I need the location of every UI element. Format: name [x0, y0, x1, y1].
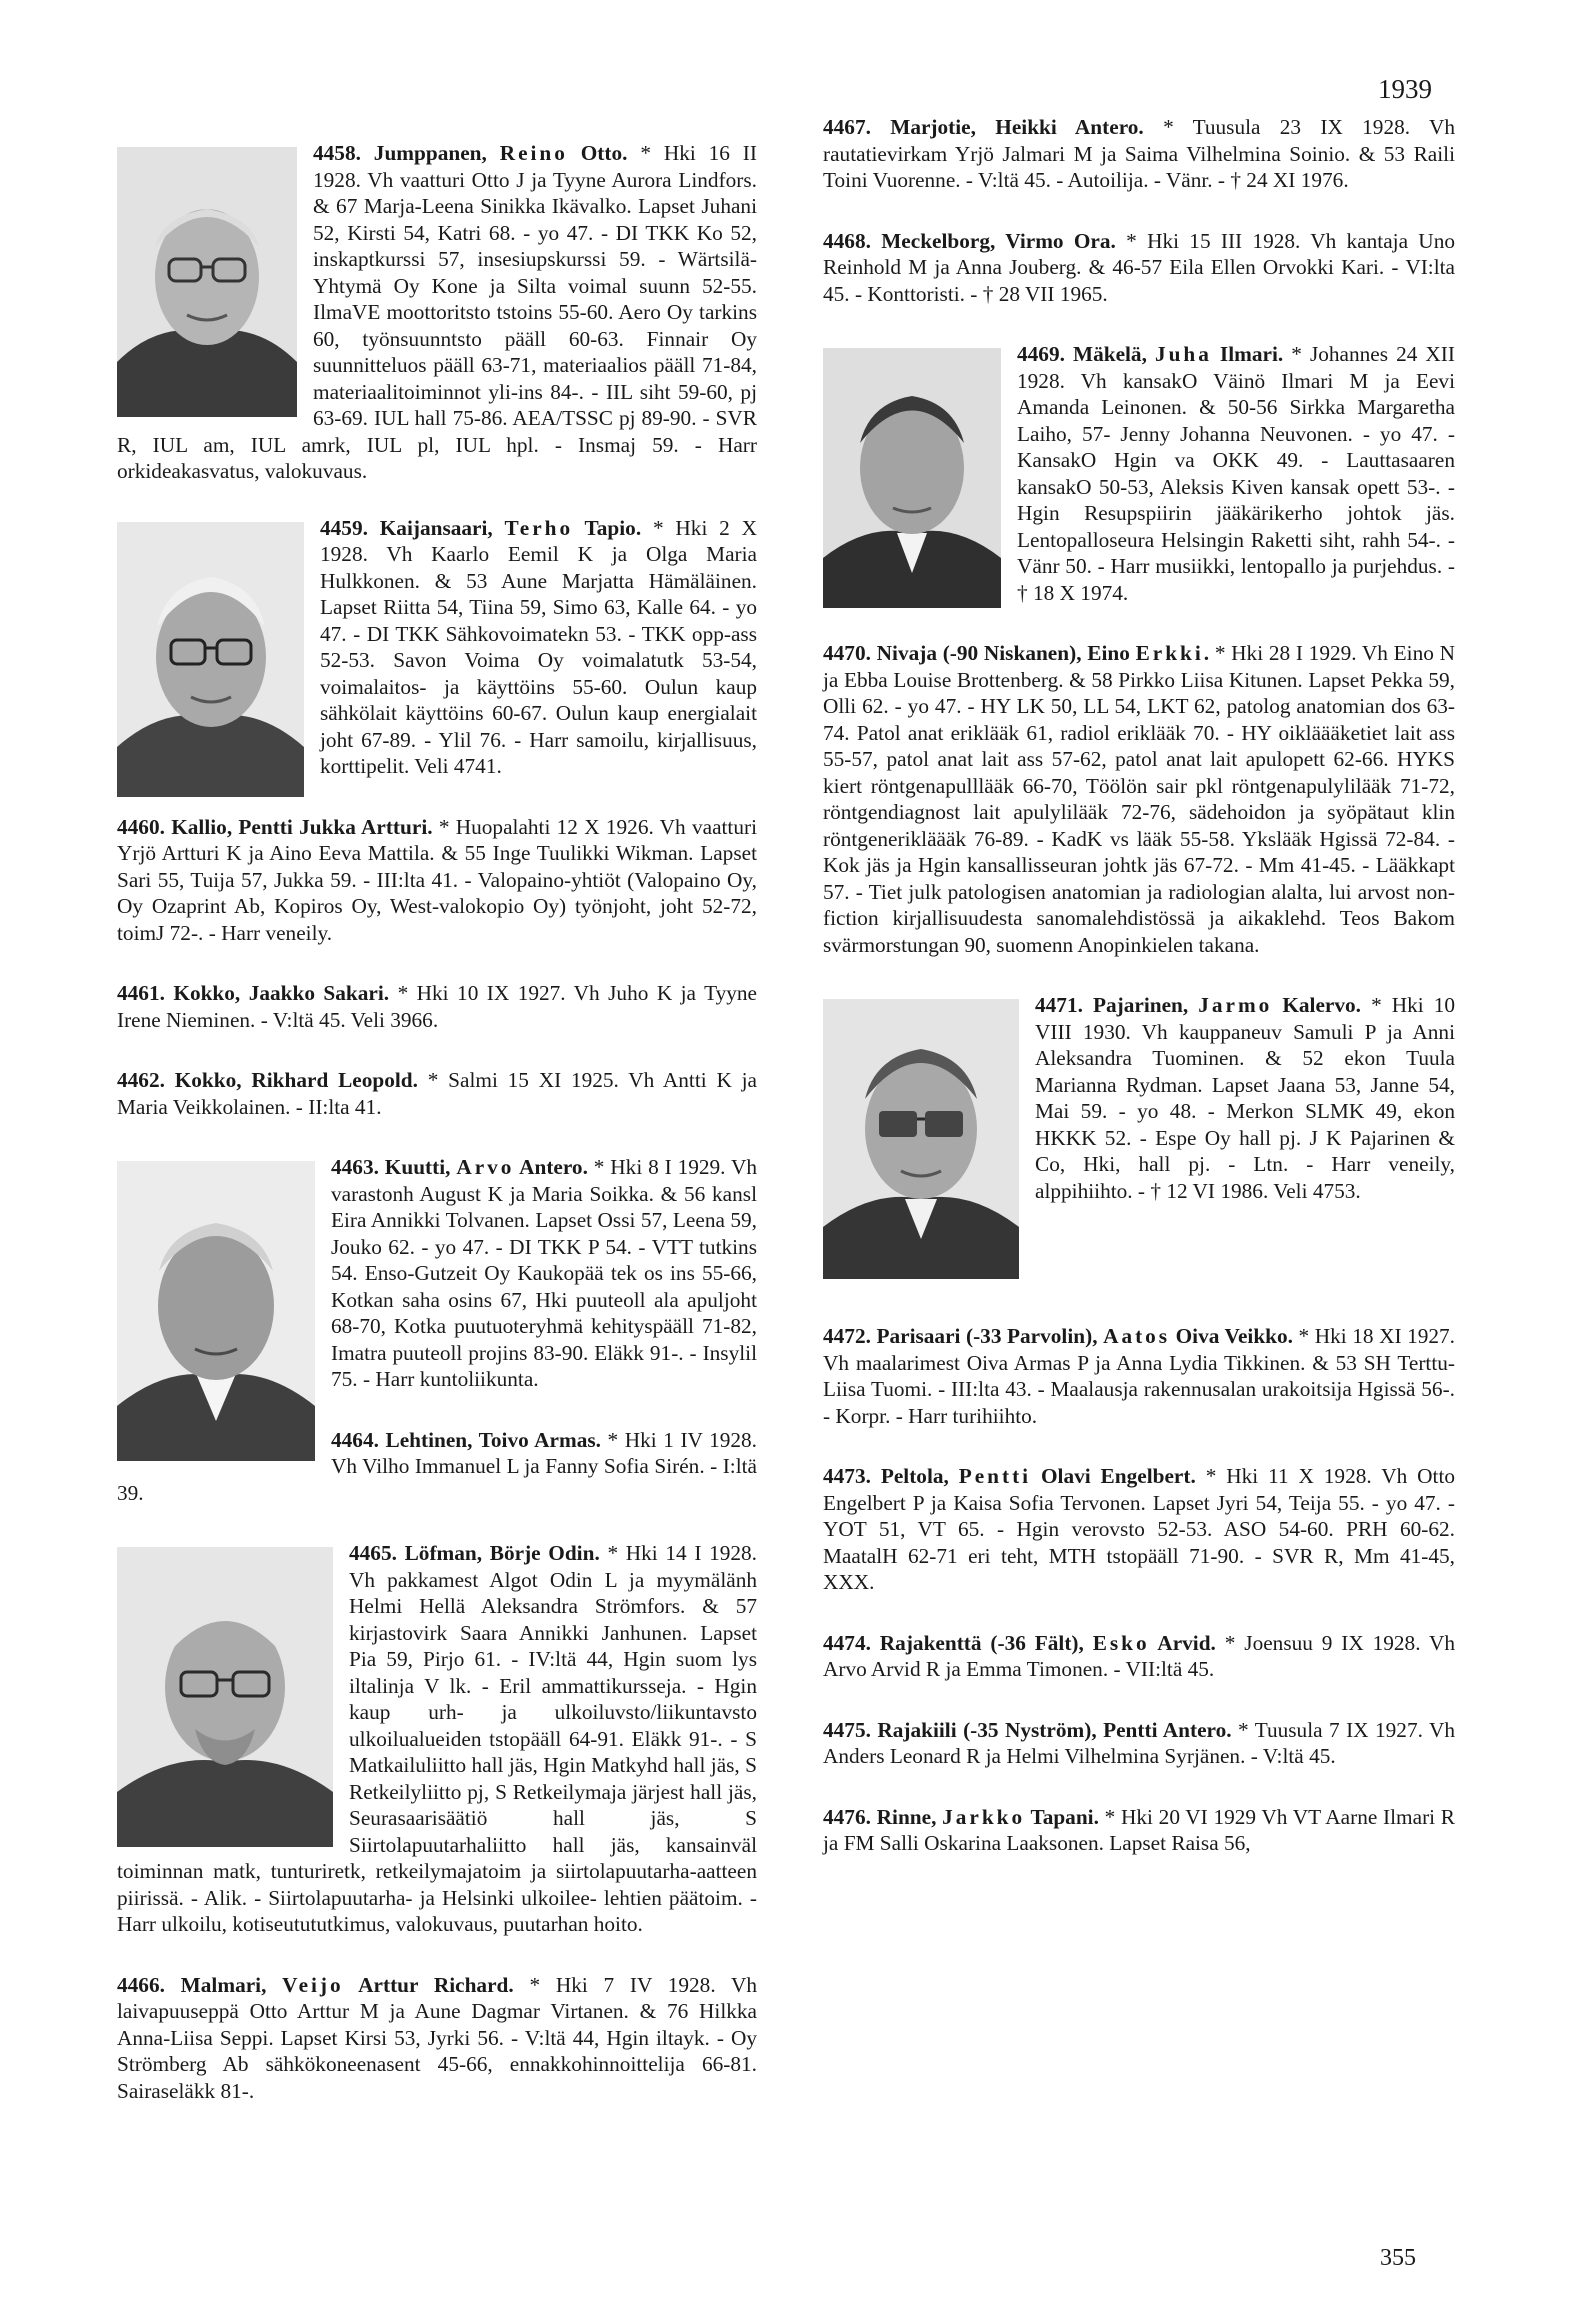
- entry-name: Kokko, Rikhard Leopold.: [174, 1068, 418, 1092]
- entry-name-rest: .: [1203, 641, 1210, 665]
- entry-name-given: Reino: [499, 141, 568, 165]
- portrait-photo-4463: [117, 1161, 315, 1461]
- entry-name-rest: Ilmari.: [1211, 342, 1284, 366]
- entry-4475: [823, 1717, 1455, 1770]
- entry-4470-text: [823, 640, 1455, 958]
- entry-number: 4463.: [331, 1155, 379, 1179]
- entry-number: 4467.: [823, 115, 871, 139]
- entry-name: Kaijansaari,: [379, 515, 505, 540]
- entry-4459: [117, 515, 757, 780]
- entry-4468: [823, 228, 1455, 308]
- entry-4472-text: [823, 1323, 1455, 1429]
- entry-body: * Hki 2 X 1928. Vh Kaarlo Eemil K ja Olga Maria Hulkkonen. & 53 Aune Marjatta Hämäläinen. Lapset Riitta 54, Tiina 59, Simo 63, Kalle 64. - yo 47. - DI TKK Sähkovoimatekn 53. - TKK opp-ass 52-53. Savon Voima Oy voimalatutk 53-54, voimalaitos- ja käyttöins 55-60. Oulun kaup sähkölait käyttöins 60-67. Oulun kaup energialait joht 67-89. - Ylil 76. - Harr samoilu, kirjallisuus, korttipelit. Veli 4741.: [320, 515, 757, 778]
- entry-body: * Hki 7 IV 1928. Vh laivapuuseppä Otto Arttur M ja Aune Dagmar Virtanen. & 76 Hilkka Anna-Liisa Seppi. Lapset Kirsi 53, Jyrki 56. - V:ltä 44, Hgin iltayk. - Oy Strömberg Ab sähkökoneenasent 45-66, ennakkohinnoittelija 66-81. Sairaseläkk 81-.: [117, 1972, 758, 2103]
- entry-name-rest: Antero.: [514, 1155, 588, 1179]
- left-column: [117, 140, 757, 2104]
- entry-number: 4475.: [823, 1717, 871, 1742]
- entry-name-rest: Olavi Engelbert.: [1031, 1464, 1196, 1488]
- entry-4466: [117, 1972, 757, 2105]
- entry-number: 4472.: [823, 1324, 871, 1348]
- entry-number: 4458.: [313, 141, 361, 165]
- entry-body: * Hki 28 I 1929. Vh Eino N ja Ebba Louise Brottenberg. & 58 Pirkko Liisa Kitunen. Lapset Pekka 59, Olli 62. - yo 47. - HY LK 50, LL 54, LKT 62, patolog anatomian dos 63-74. Patol anat eriklääk 61, radiol eriklääk 70. - HY oikläääketiet lait ass 55-57, patol anat lait ass 57-62, patol anat lait apulopett 62-66. HYKS kiert röntgenapulllääk 66-70, Töölön sair pkl röntgenapulylilääk 71-72, röntgendiagnost lait apulylilääk 72-76, sädehoidon ja syöpätaut klin röntgenerikläääk 76-89. - KadK vs lääk 55-58. Ykslääk Hgissä 72-84. - Kok jäs ja Hgin kansallisseuran johtk jäs 67-72. - Mm 41-45. - Lääkkapt 57. - Tiet julk patologisen anatomian ja radiologian alalta, lui arvost non-fiction kirjallisuudesta sanomalehdistössä ja aikaklehd. Teos Bakom svärmorstungan 90, suomenn Anopinkielen takana.: [823, 641, 1455, 957]
- entry-name: Jumppanen,: [373, 141, 500, 165]
- entry-4463: [117, 1154, 757, 1393]
- entry-4473-text: [823, 1463, 1455, 1596]
- entry-body: * Hki 8 I 1929. Vh varastonh August K ja Maria Soikka. & 56 kansl Eira Annikki Tolvanen. Lapset Ossi 57, Leena 59, Jouko 62. - yo 47. - DI TKK P 54. - VTT tutkins 54. Enso-Gutzeit Oy Kaukopää tek os ins 55-66, Kotkan saha osins 67, Hki puuteoll ala apuljoht 68-70, Kotka puutuoteryhmä kehityspääll 71-82, Imatra puuteoll projins 83-90. Eläkk 91-. - Insylil 75. - Harr kuntoliikunta.: [331, 1155, 757, 1391]
- entry-name: Rinne,: [876, 1804, 943, 1829]
- entry-number: 4469.: [1017, 342, 1065, 366]
- portrait-photo-4458: [117, 147, 297, 417]
- entry-number: 4468.: [823, 228, 871, 253]
- entry-4475-text: [823, 1717, 1455, 1770]
- entry-body: * Hki 15 III 1928. Vh kantaja Uno Reinhold M ja Anna Jouberg. & 46-57 Eila Ellen Orvokki Kari. - VI:lta 45. - Konttoristi. - † 28 VII 1965.: [823, 228, 1455, 306]
- entry-name-rest: Arttur Richard.: [343, 1972, 514, 1997]
- portrait-photo-4469: [823, 348, 1001, 608]
- entry-4472: [823, 1323, 1455, 1429]
- entry-number: 4466.: [117, 1972, 165, 1997]
- entry-4468-text: [823, 228, 1455, 308]
- entry-body: * Tuusula 23 IX 1928. Vh rautatievirkam Yrjö Jalmari M ja Saima Vilhelmina Soinio. & 53 Raili Toini Vuorenne. - V:ltä 45. - Autoilija. - Vänr. - † 24 XI 1976.: [823, 115, 1456, 192]
- entry-4462-text: [117, 1067, 757, 1120]
- entry-4469: [823, 341, 1455, 606]
- entry-name: Mäkelä,: [1072, 342, 1155, 366]
- entry-number: 4473.: [823, 1464, 871, 1488]
- entry-number: 4471.: [1035, 993, 1083, 1017]
- entry-name-rest: Tapio.: [573, 515, 642, 540]
- entry-body: * Tuusula 7 IX 1927. Vh Anders Leonard R ja Helmi Vilhelmina Syrjänen. - V:ltä 45.: [823, 1717, 1455, 1768]
- entry-number: 4476.: [823, 1804, 871, 1829]
- entry-4460-text: [117, 814, 757, 947]
- entry-name-given: Arvo: [456, 1155, 515, 1179]
- entry-name-given: Jarmo: [1198, 993, 1273, 1017]
- entry-name: Lehtinen, Toivo Armas.: [385, 1427, 601, 1452]
- entry-4476: [823, 1804, 1455, 1857]
- entry-body: * Huopalahti 12 X 1926. Vh vaatturi Yrjö Artturi K ja Aino Eeva Mattila. & 55 Inge Tuulikki Wikman. Lapset Sari 55, Tuija 57, Jukka 59. - III:lta 41. - Valopaino-yhtiöt (Valopaino Oy, Oy Ozaprint Ab, Kopiros Oy, West-valokopio Oy) työnjoht, joht 52-72, toimJ 72-. - Harr veneily.: [117, 814, 758, 945]
- entry-name: Rajakenttä (-36 Fält),: [879, 1630, 1093, 1655]
- entry-name-rest: Otto.: [567, 141, 628, 165]
- entry-name-rest: Arvid.: [1149, 1630, 1216, 1655]
- entry-4467: [823, 114, 1455, 194]
- entry-number: 4461.: [117, 981, 165, 1005]
- portrait-photo-4459: [117, 522, 304, 797]
- entry-body: * Joensuu 9 IX 1928. Vh Arvo Arvid R ja Emma Timonen. - VII:ltä 45.: [823, 1630, 1456, 1681]
- portrait-photo-4471: [823, 999, 1019, 1279]
- entry-body: * Hki 1 IV 1928. Vh Vilho Immanuel L ja Fanny Sofia Sirén. - I:ltä 39.: [117, 1427, 758, 1505]
- entry-name-given: Esko: [1092, 1630, 1150, 1655]
- portrait-photo-4465: [117, 1547, 333, 1847]
- page-year: 1939: [1378, 74, 1432, 104]
- entry-number: 4474.: [823, 1630, 871, 1655]
- entry-4465: [117, 1540, 757, 1938]
- entry-name-rest: Oiva Veikko.: [1170, 1324, 1293, 1348]
- entry-4474: [823, 1630, 1455, 1683]
- entry-name-rest: Kalervo.: [1272, 993, 1362, 1017]
- entry-body: * Hki 14 I 1928. Vh pakkamest Algot Odin L ja myymälänh Helmi Hellä Aleksandra Strömfors. & 57 kirjastovirk Saara Annikki Janhunen. Lapset Pia 59, Pirjo 61. - IV:ltä 44, Hgin suom lys iltalinja V lk. - Eril ammattikursseja. - Hgin kaup urh- ja ulkoiluvsto/liikuntavsto ulkoilualueiden tstopääll 64-91. Eläkk 91-. - S Matkailuliitto hall jäs, Hgin Matkyhd hall jäs, S Retkeilyliitto pj, S Retkeilymaja järjest hall jäs, Seurasaarisäätiö hall jäs, S Siirtolapuutarhaliitto hall jäs, kansainväl toiminnan matk, tunturiretk, retkeilymajatoim ja siirtolapuutarha-aatteen piirissä. - Alik. - Siirtolapuutarha- ja Helsinki ulkoilee- lehtien päätoim. - Harr ulkoilu, kotiseutututkimus, valokuvaus, puutarhan hoito.: [117, 1541, 758, 1936]
- entry-4461: [117, 980, 757, 1033]
- entry-name-given: Juha: [1154, 342, 1212, 366]
- entry-name: Rajakiili (-35 Nyström), Pentti Antero.: [877, 1717, 1232, 1742]
- entry-4466-text: [117, 1972, 757, 2105]
- entry-name-given: Aatos: [1103, 1324, 1171, 1348]
- entry-4474-text: [823, 1630, 1455, 1683]
- entry-4467-text: [823, 114, 1455, 194]
- entry-number: 4460.: [117, 814, 165, 839]
- entry-4462: [117, 1067, 757, 1120]
- entry-number: 4462.: [117, 1068, 165, 1092]
- entry-name: Malmari,: [180, 1972, 283, 1997]
- entry-body: * Hki 10 VIII 1930. Vh kauppaneuv Samuli P ja Anni Aleksandra Tuominen. & 52 ekon Tuula Marianna Rydman. Lapset Jaana 53, Janne 54, Mai 59. - yo 48. - Merkon SLMK 49, ekon HKKK 52. - Espe Oy hall pj. J K Pajarinen & Co, Hki, hall pj. - Ltn. - Harr veneily, alppihiihto. - † 12 VI 1986. Veli 4753.: [1035, 993, 1456, 1203]
- entry-name: Löfman, Börje Odin.: [404, 1541, 600, 1565]
- page-number: 355: [1380, 2245, 1416, 2271]
- entry-4470: [823, 640, 1455, 958]
- entry-number: 4459.: [320, 515, 368, 540]
- entry-name: Nivaja (-90 Niskanen), Eino: [876, 641, 1136, 665]
- entry-name: Kokko, Jaakko Sakari.: [173, 981, 390, 1005]
- entry-name-given: Erkki: [1135, 641, 1204, 665]
- entry-4458: [117, 140, 757, 485]
- right-column: [823, 114, 1455, 1857]
- entry-body: * Salmi 15 XI 1925. Vh Antti K ja Maria Veikkolainen. - II:lta 41.: [117, 1068, 757, 1119]
- entry-4460: [117, 814, 757, 947]
- entry-name-given: Jarkko: [942, 1804, 1026, 1829]
- entry-name-given: Terho: [504, 515, 574, 540]
- entry-body: * Johannes 24 XII 1928. Vh kansakO Väinö Ilmari M ja Eevi Amanda Leinonen. & 50-56 Sirkka Margaretha Laiho, 57- Jenny Johanna Neuvonen. - yo 47. - KansakO Hgin va OKK 49. - Lauttasaaren kansakO 50-53, Aleksis Kiven kansak opett 53-. - Hgin Resupspiirin jääkärikerho johtok jäs. Lentopalloseura Helsingin Raketti siht, rahh 54-. - Vänr 50. - Harr musiikki, lentopallo ja purjehdus. - † 18 X 1974.: [1017, 342, 1455, 605]
- entry-name: Pajarinen,: [1092, 993, 1199, 1017]
- entry-body: * Hki 20 VI 1929 Vh VT Aarne Ilmari R ja FM Salli Oskarina Laaksonen. Lapset Raisa 56,: [823, 1804, 1455, 1855]
- entry-body: * Hki 10 IX 1927. Vh Juho K ja Tyyne Irene Nieminen. - V:ltä 45. Veli 3966.: [117, 981, 757, 1032]
- entry-body: * Hki 18 XI 1927. Vh maalarimest Oiva Armas P ja Anna Lydia Tikkinen. & 53 SH Terttu-Liisa Tuomi. - III:lta 43. - Maalausja rakennusalan urakoitsija Hgissä 56-. - Korpr. - Harr turihiihto.: [823, 1324, 1456, 1428]
- entry-name: Parisaari (-33 Parvolin),: [876, 1324, 1104, 1348]
- entry-name-rest: Tapani.: [1025, 1804, 1099, 1829]
- entry-4473: [823, 1463, 1455, 1596]
- entry-name: Marjotie, Heikki Antero.: [890, 115, 1144, 139]
- entry-4461-text: [117, 980, 757, 1033]
- entry-name: Peltola,: [880, 1464, 959, 1488]
- entry-number: 4465.: [349, 1541, 397, 1565]
- entry-number: 4470.: [823, 641, 871, 665]
- entry-body: * Hki 16 II 1928. Vh vaatturi Otto J ja Tyyne Aurora Lindfors. & 67 Marja-Leena Sinikka Ikävalko. Lapset Juhani 52, Kirsti 54, Katri 68. - yo 47. - DI TKK Ko 52, inskaptkurssi 57, insesiupskurssi 59. - Wärtsilä-Yhtymä Oy Kone ja Silta voimal suunn 52-55. IlmaVE moottoritsto tstoins 55-60. Aero Oy tarkins 60, työnsuunntsto pääll 60-63. Finnair Oy suunnitteluos pääll 63-71, materiaalios pääll 71-84, materiaalitoiminnot yli-ins 84-. - IIL siht 59-60, pj 63-69. IUL hall 75-86. AEA/TSSC pj 89-90. - SVR R, IUL am, IUL amrk, IUL pl, IUL hpl. - Insmaj 59. - Harr orkideakasvatus, valokuvaus.: [117, 141, 757, 483]
- entry-number: 4464.: [331, 1427, 379, 1452]
- entry-name: Meckelborg, Virmo Ora.: [881, 228, 1116, 253]
- entry-body: * Hki 11 X 1928. Vh Otto Engelbert P ja Kaisa Sofia Tervonen. Lapset Jyri 54, Teija 55. - yo 47. - YOT 51, VT 65. - Hgin verovsto 52-53. ASO 54-60. PRH 60-62. MaatalH 62-71 eri teht, MTH tstopääll 71-90. - SVR R, Mm 41-45, XXX.: [823, 1464, 1456, 1594]
- entry-name: Kallio, Pentti Jukka Artturi.: [171, 814, 433, 839]
- entry-name-given: Pentti: [958, 1464, 1032, 1488]
- entry-name-given: Veijo: [282, 1972, 344, 1997]
- entry-4476-text: [823, 1804, 1455, 1857]
- entry-4471: [823, 992, 1455, 1283]
- entry-name: Kuutti,: [384, 1155, 457, 1179]
